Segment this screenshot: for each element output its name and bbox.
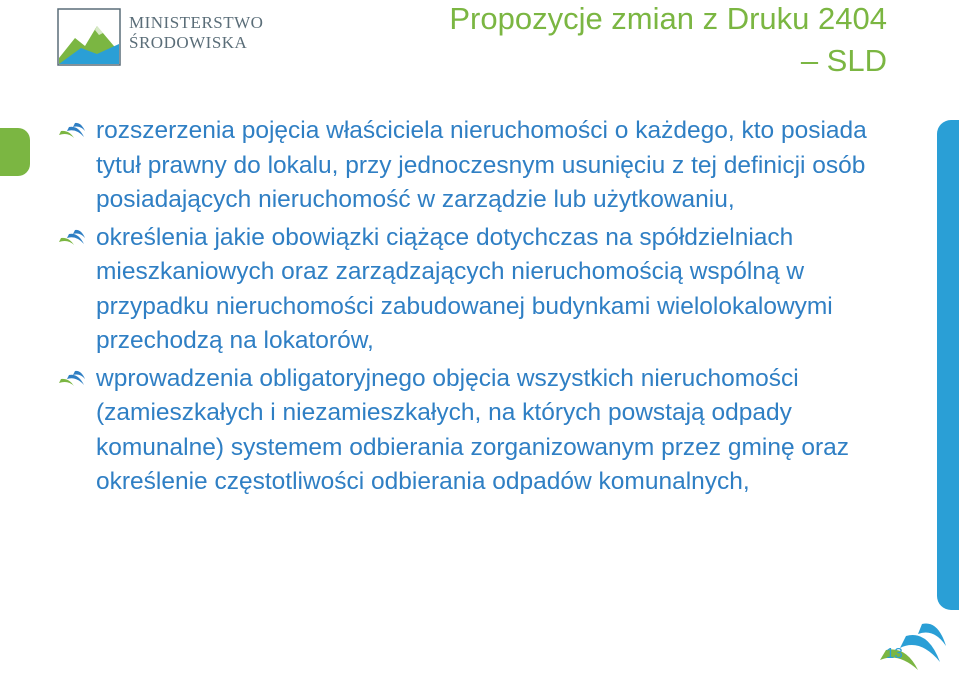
list-item	[58, 221, 908, 359]
swoosh-icon	[58, 229, 86, 247]
logo-line-1: MINISTERSTWO	[129, 13, 264, 32]
list-item	[58, 114, 908, 218]
slide-title	[449, 0, 887, 80]
ministry-logo	[57, 8, 264, 68]
logo-text	[129, 14, 263, 51]
bullet-text: wprowadzenia obligatoryjnego objęcia wszystkich nieruchomości (zamieszkałych i niezamieszkałych, na których powstają odpady komunalne) systemem odbierania zorganizowanym przez gminę oraz określenie częstotliwości odbierania odpadów komunalnych,	[96, 364, 850, 495]
list-item	[58, 362, 908, 500]
logo-line-2: ŚRODOWISKA	[129, 33, 248, 52]
bullet-list	[58, 114, 908, 503]
bullet-text: rozszerzenia pojęcia właściciela nieruchomości o każdego, kto posiada tytuł prawny do lokalu, przy jednoczesnym usunięciu z tej definicji osób posiadających nieruchomość w zarządzie lub użytkowaniu,	[96, 117, 867, 213]
right-accent-bar	[937, 120, 959, 610]
swoosh-icon	[58, 122, 86, 140]
bullet-text: określenia jakie obowiązki ciążące dotychczas na spółdzielniach mieszkaniowych oraz zarządzających nieruchomością wspólną w przypadku nieruchomości zabudowanej budynkami wielolokalowymi przechodzą na lokatorów,	[96, 223, 833, 354]
mountain-logo-icon	[57, 8, 121, 66]
left-accent-tab	[0, 128, 30, 176]
page-number: 13	[886, 645, 903, 662]
swoosh-icon	[58, 370, 86, 388]
slide-title-line-1: Propozycje zmian z Druku 2404	[449, 1, 887, 36]
slide-title-line-2: – SLD	[800, 43, 887, 78]
